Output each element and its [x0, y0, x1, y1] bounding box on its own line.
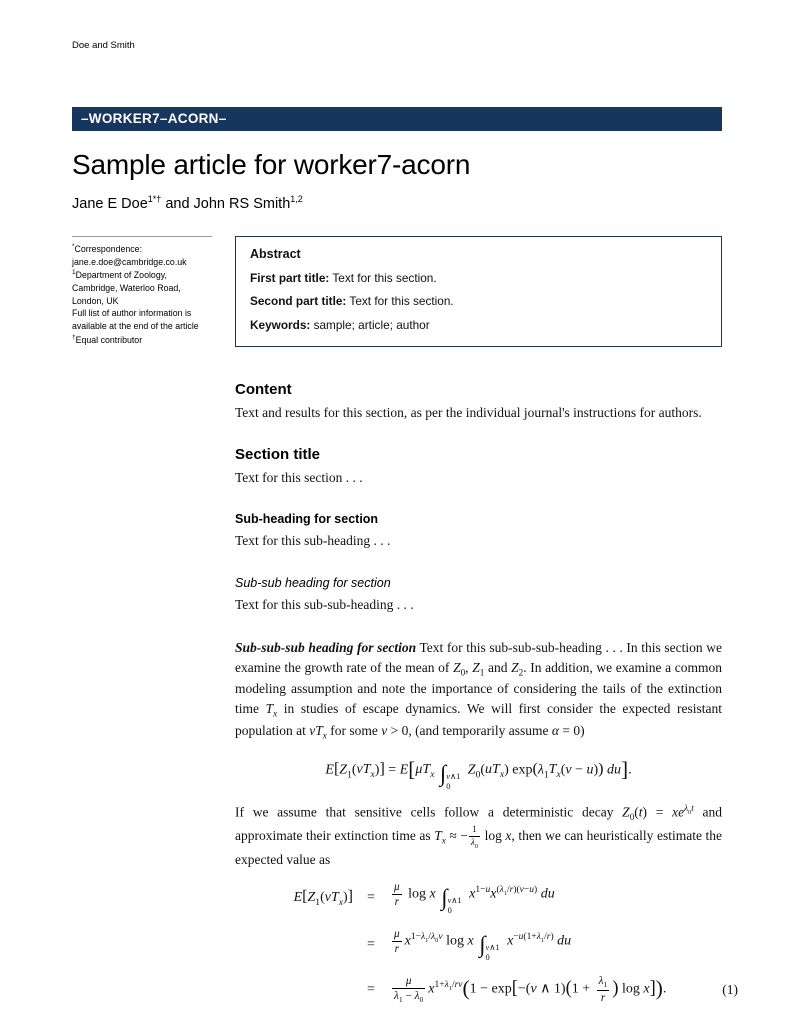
article-title: Sample article for worker7-acorn — [72, 149, 471, 180]
equation-row — [261, 880, 722, 916]
paragraph-text: Text for this sub-sub-sub-heading . . . In this section we examine the growth rate of the mean of $Z_0$, $Z_1$ and $Z_2$. In addition, we examine a common modeling assumption and note the importance of considering the tails of the extinction time $T_x$ in studies of escape dynamics. We will first consider the expected resistant population at $vT_x$ for some v > 0, (and temporarily assume α = 0) — [235, 640, 723, 741]
estimate-paragraph: If we assume that sensitive cells follow a deterministic decay $Z_0(t) = xe^{\lambda_0t}$ and approximate their extinction time as $T_x$ ≈ − $\frac{1}{\lambda_0}$ log x, then we can heuristically estimate the expected value as — [235, 802, 723, 868]
equation-relation: = — [367, 937, 375, 953]
content-paragraph: Text and results for this section, as per the individual journal's instructions for authors. — [235, 405, 702, 421]
equation-rhs: $\frac{\mu}{r}$ log x ∫ v∧1 0 $x^{1-u}x^{(\lambda_1/r)(v-u)}$ du — [394, 880, 555, 915]
sub-heading: Sub-heading for section — [235, 512, 379, 527]
correspondence-label: *Correspondence: — [72, 242, 143, 254]
abstract-row-label: First part title: — [250, 270, 330, 285]
correspondence-block — [72, 236, 212, 348]
affiliation-line-1: $^1$Department of Zoology, — [72, 269, 167, 281]
column-gap — [212, 236, 235, 348]
journal-banner — [72, 107, 722, 131]
equation-lhs: $E[Z_1(vT_x)]$ — [293, 888, 353, 908]
equation-relation: = — [367, 981, 375, 997]
equal-contributor-note: †Equal contributor — [72, 333, 143, 345]
abstract-row-label: Keywords: — [250, 317, 311, 332]
section-paragraph: Text for this section . . . — [235, 469, 363, 485]
abstract-row-text: Text for this section. — [346, 294, 454, 309]
running-head: Doe and Smith — [72, 40, 135, 51]
equation-row — [261, 927, 722, 963]
display-equation: $E[Z_1(vT_x)] = E[\mu T_x$ ∫ v∧1 0 $Z_0(uT_x) \exp(\lambda_1T_x(v - u))$ du]. — [325, 756, 632, 791]
author-info-note-1: Full list of author information is — [72, 308, 192, 319]
equation-array — [235, 880, 738, 1005]
section-heading-content: Content — [235, 381, 292, 399]
correspondence-email: jane.e.doe@cambridge.co.uk — [72, 256, 187, 267]
abstract-row-label: Second part title: — [250, 294, 347, 309]
equation-rhs: $\frac{\mu}{r}$ $x^{1-\lambda_1/\lambda_0v}$ log x ∫ v∧1 0 $x^{-u(1+\lambda_1/r)}$ du — [394, 928, 572, 963]
abstract-row-second-part — [250, 293, 707, 310]
affiliation-line-3: London, UK — [72, 295, 119, 306]
article-body — [235, 381, 738, 1005]
abstract-row-text: sample; article; author — [310, 317, 430, 332]
sub-sub-heading: Sub-sub heading for section — [235, 575, 391, 590]
sub-sub-sub-paragraph — [235, 638, 722, 743]
affiliation-line-2: Cambridge, Waterloo Road, — [72, 282, 181, 293]
sub-heading-paragraph: Text for this sub-heading . . . — [235, 533, 391, 549]
abstract-heading: Abstract — [250, 246, 301, 261]
equation-rhs: $\frac{\mu}{\lambda_1 - \lambda_0}$ $x^{1+\lambda_1/rv}(1 - \exp[-(v$ ∧ 1)(1 + $\frac{\lambda_1}{r}$ ) log x]). — [394, 975, 667, 1005]
equation-row — [261, 974, 738, 1005]
author-info-note-2: available at the end of the article — [72, 321, 199, 332]
abstract-row-text: Text for this section. — [329, 270, 437, 285]
journal-banner-label: –WORKER7–ACORN– — [81, 111, 227, 126]
sub-sub-heading-paragraph: Text for this sub-sub-heading . . . — [235, 596, 414, 612]
authors-line: Jane E Doe$^{1*\dagger}$ and John RS Smith$^{1,2}$ — [72, 194, 303, 212]
equation-number: (1) — [722, 981, 738, 997]
run-in-heading: Sub-sub-sub heading for section — [235, 640, 417, 656]
section-heading-section-title: Section title — [235, 445, 321, 463]
abstract-row-first-part — [250, 270, 707, 287]
equation-relation: = — [367, 889, 375, 905]
front-matter-columns — [72, 236, 722, 348]
abstract-box — [235, 236, 722, 348]
abstract-row-keywords — [250, 317, 707, 334]
